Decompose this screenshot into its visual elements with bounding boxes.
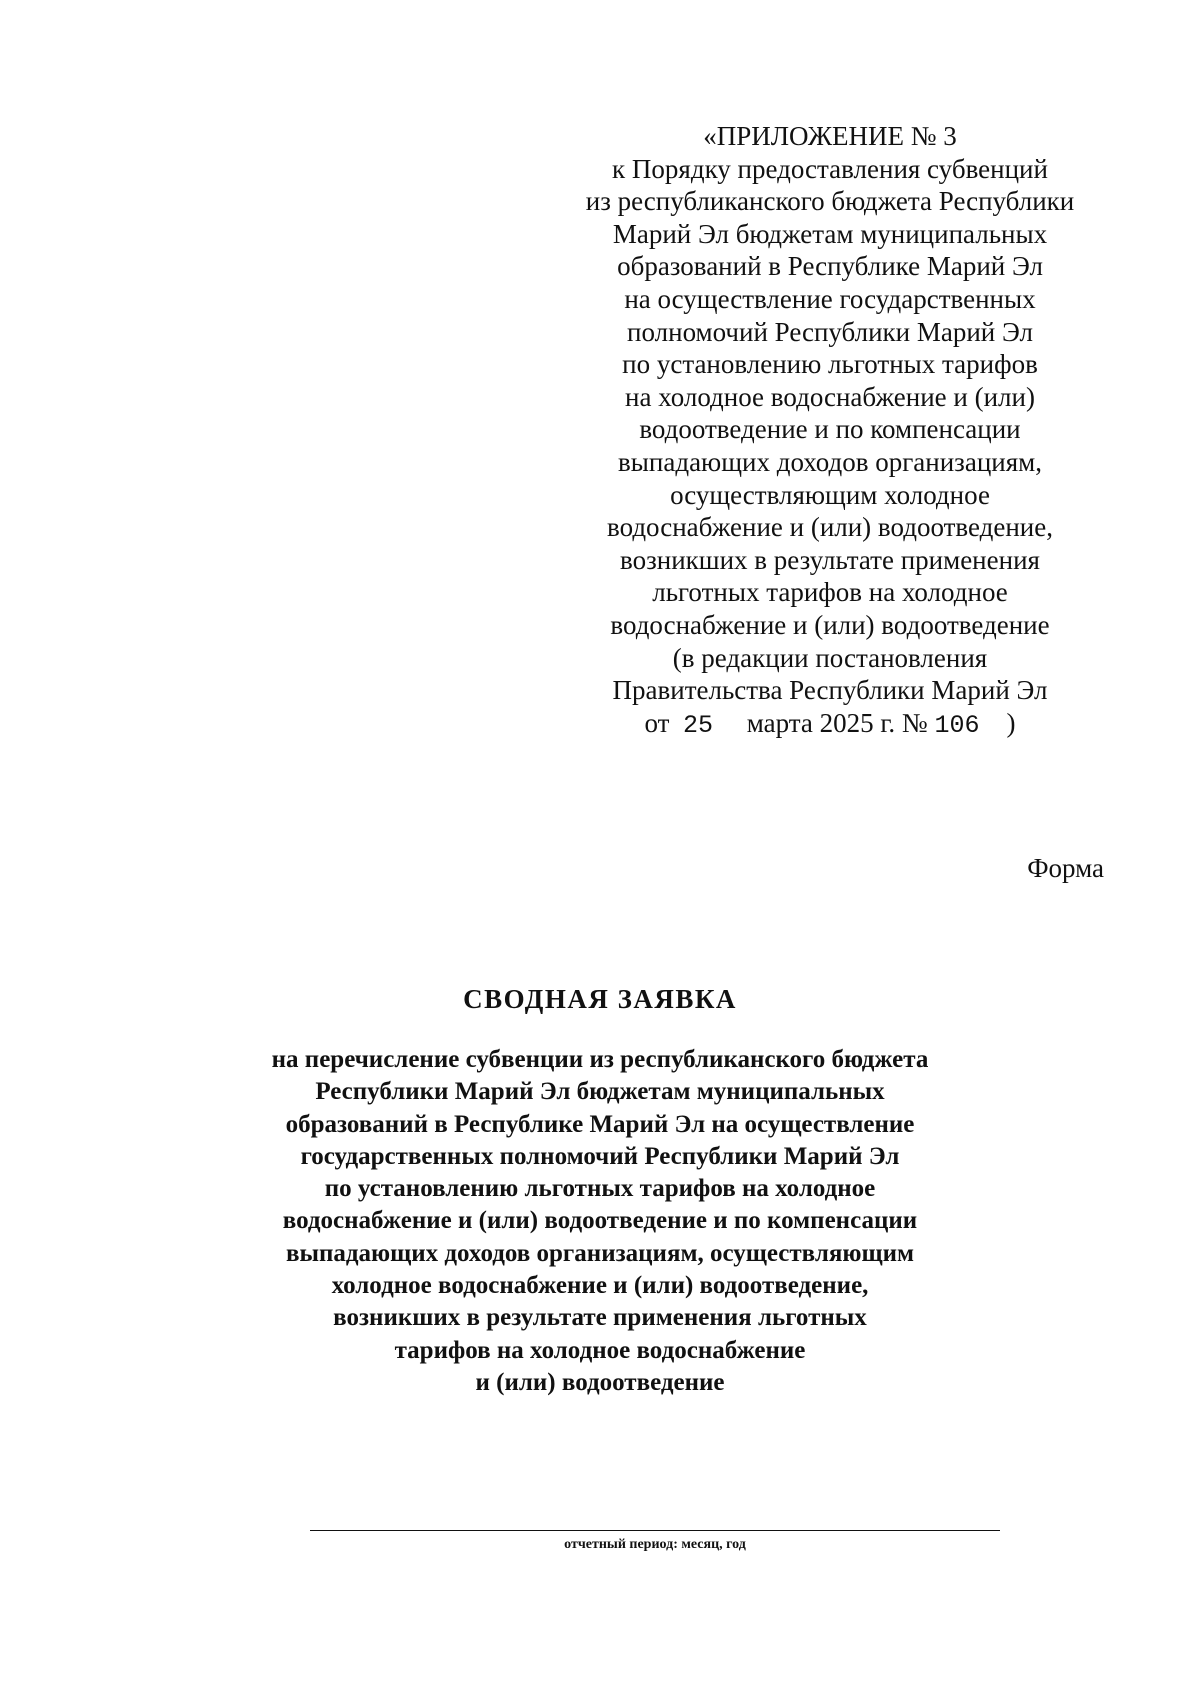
date-prefix: от	[644, 707, 670, 738]
appendix-line: водоотведение и по компенсации	[639, 414, 1021, 445]
subtitle-line: на перечисление субвенции из республиканского бюджета	[271, 1046, 929, 1073]
subtitle-line: возникших в результате применения льготных	[333, 1304, 867, 1332]
reporting-period-field	[310, 1530, 1000, 1531]
appendix-line: образований в Республике Марий Эл	[617, 251, 1043, 282]
appendix-line: осуществляющим холодное	[670, 479, 990, 510]
appendix-line: льготных тарифов на холодное	[652, 577, 1008, 608]
appendix-header	[560, 120, 1100, 742]
appendix-line: полномочий Республики Марий Эл	[627, 316, 1033, 347]
resolution-month-year: марта 2025 г. №	[746, 707, 928, 738]
appendix-line: из республиканского бюджета Республики	[585, 186, 1075, 217]
appendix-line: выпадающих доходов организациям,	[618, 446, 1042, 477]
appendix-line: (в редакции постановления	[672, 642, 988, 673]
appendix-line: на холодное водоснабжение и (или)	[625, 381, 1035, 412]
appendix-line: Марий Эл бюджетам муниципальных	[612, 218, 1048, 249]
subtitle-line: образований в Республике Марий Эл на осуществление	[285, 1110, 915, 1138]
appendix-line: Правительства Республики Марий Эл	[612, 675, 1048, 706]
form-label: Форма	[1027, 853, 1104, 883]
appendix-line: возникших в результате применения	[620, 544, 1040, 575]
document-title: СВОДНАЯ ЗАЯВКА	[463, 984, 737, 1014]
appendix-line: водоснабжение и (или) водоотведение,	[607, 512, 1053, 543]
subtitle-line: Республики Марий Эл бюджетам муниципальных	[315, 1078, 885, 1106]
subtitle-line: и (или) водоотведение	[475, 1368, 725, 1396]
reporting-period-caption: отчетный период: месяц, год	[564, 1537, 746, 1552]
date-suffix: )	[1006, 707, 1016, 738]
appendix-line: водоснабжение и (или) водоотведение	[610, 609, 1050, 640]
document-subtitle	[230, 1044, 970, 1399]
resolution-number: 106	[934, 710, 980, 740]
appendix-line: к Порядку предоставления субвенций	[612, 153, 1048, 184]
resolution-date-line	[560, 707, 1100, 743]
appendix-line: «ПРИЛОЖЕНИЕ № 3	[703, 121, 957, 151]
subtitle-line: холодное водоснабжение и (или) водоотведение,	[331, 1272, 869, 1300]
resolution-day: 25	[682, 710, 713, 740]
subtitle-line: по установлению льготных тарифов на холодное	[324, 1175, 876, 1203]
subtitle-line: тарифов на холодное водоснабжение	[394, 1336, 806, 1364]
appendix-line: на осуществление государственных	[624, 283, 1036, 314]
subtitle-line: водоснабжение и (или) водоотведение и по компенсации	[282, 1207, 918, 1235]
appendix-line: по установлению льготных тарифов	[622, 349, 1038, 380]
subtitle-line: выпадающих доходов организациям, осуществляющим	[285, 1239, 915, 1267]
subtitle-line: государственных полномочий Республики Марий Эл	[300, 1142, 900, 1170]
